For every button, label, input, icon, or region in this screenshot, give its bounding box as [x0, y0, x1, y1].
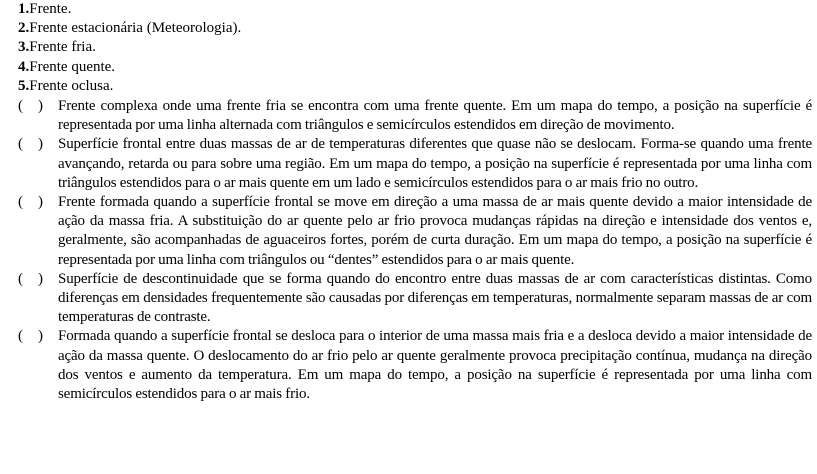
description-text: Superfície de descontinuidade que se forma quando do encontro entre duas massas de ar com características distintas. Como diferenças em densidades frequentemente são causadas por diferenças em temperaturas, normalmente separam massas de ar com temperaturas de contraste.	[58, 270, 812, 326]
item-label: Frente estacionária (Meteorologia).	[29, 20, 242, 37]
list-item	[18, 38, 812, 57]
list-item	[18, 19, 812, 38]
answer-blank[interactable]: ( )	[18, 270, 43, 287]
description-item	[18, 327, 812, 404]
list-item	[18, 0, 812, 19]
list-item	[18, 77, 812, 96]
description-text: Superfície frontal entre duas massas de ar de temperaturas diferentes que quase não se deslocam. Forma-se quando uma frente avançando, retarda ou para sobre uma região. Em um mapa do tempo, a posição na superfície é representada por uma linha com triângulos estendidos para o ar mais quente em um lado e semicírculos estendidos para o ar mais frio no outro.	[58, 136, 812, 191]
answer-blank[interactable]: ( )	[18, 193, 43, 210]
answer-blank[interactable]: ( )	[18, 328, 43, 345]
description-text: Frente formada quando a superfície frontal se move em direção a uma massa de ar mais quente devido a maior intensidade de ação da massa fria. A substituição do ar quente pelo ar frio provoca mudanças rápidas na direção e intensidade dos ventos e, geralmente, são acompanhadas de aguaceiros fortes, porém de curta duração. Em um mapa do tempo, a posição na superfície é representada por uma linha com triângulos ou “dentes” estendidos para o ar mais quente.	[58, 193, 812, 268]
answer-blank[interactable]: ( )	[18, 97, 43, 114]
description-item	[18, 193, 812, 270]
description-item	[18, 270, 812, 328]
numbered-list	[18, 0, 812, 96]
item-number: 4.	[18, 58, 30, 75]
item-label: Frente oclusa.	[29, 77, 114, 94]
item-label: Frente quente.	[29, 58, 116, 75]
item-label: Frente fria.	[29, 39, 96, 56]
description-text: Formada quando a superfície frontal se desloca para o interior de uma massa mais fria e a desloca devido a maior intensidade de ação da massa quente. O deslocamento do ar frio pelo ar quente geralmente provoca precipitação contínua, mudança na direção dos ventos e aumento da temperatura. Em um mapa do tempo, a posição na superfície é representada por uma linha com semicírculos estendidos para o ar mais frio.	[58, 328, 812, 402]
item-number: 5.	[18, 77, 30, 94]
item-number: 3.	[18, 39, 30, 56]
description-text: Frente complexa onde uma frente fria se encontra com uma frente quente. Em um mapa do tempo, a posição na superfície é representada por uma linha alternada com triângulos e semicírculos estendidos em direção de movimento.	[58, 97, 812, 134]
description-item	[18, 135, 812, 193]
item-number: 2.	[18, 20, 30, 37]
item-number: 1.	[18, 1, 30, 17]
item-label: Frente.	[29, 1, 72, 17]
description-item	[18, 97, 812, 135]
list-item	[18, 58, 812, 77]
description-list	[18, 97, 812, 404]
answer-blank[interactable]: ( )	[18, 136, 43, 153]
